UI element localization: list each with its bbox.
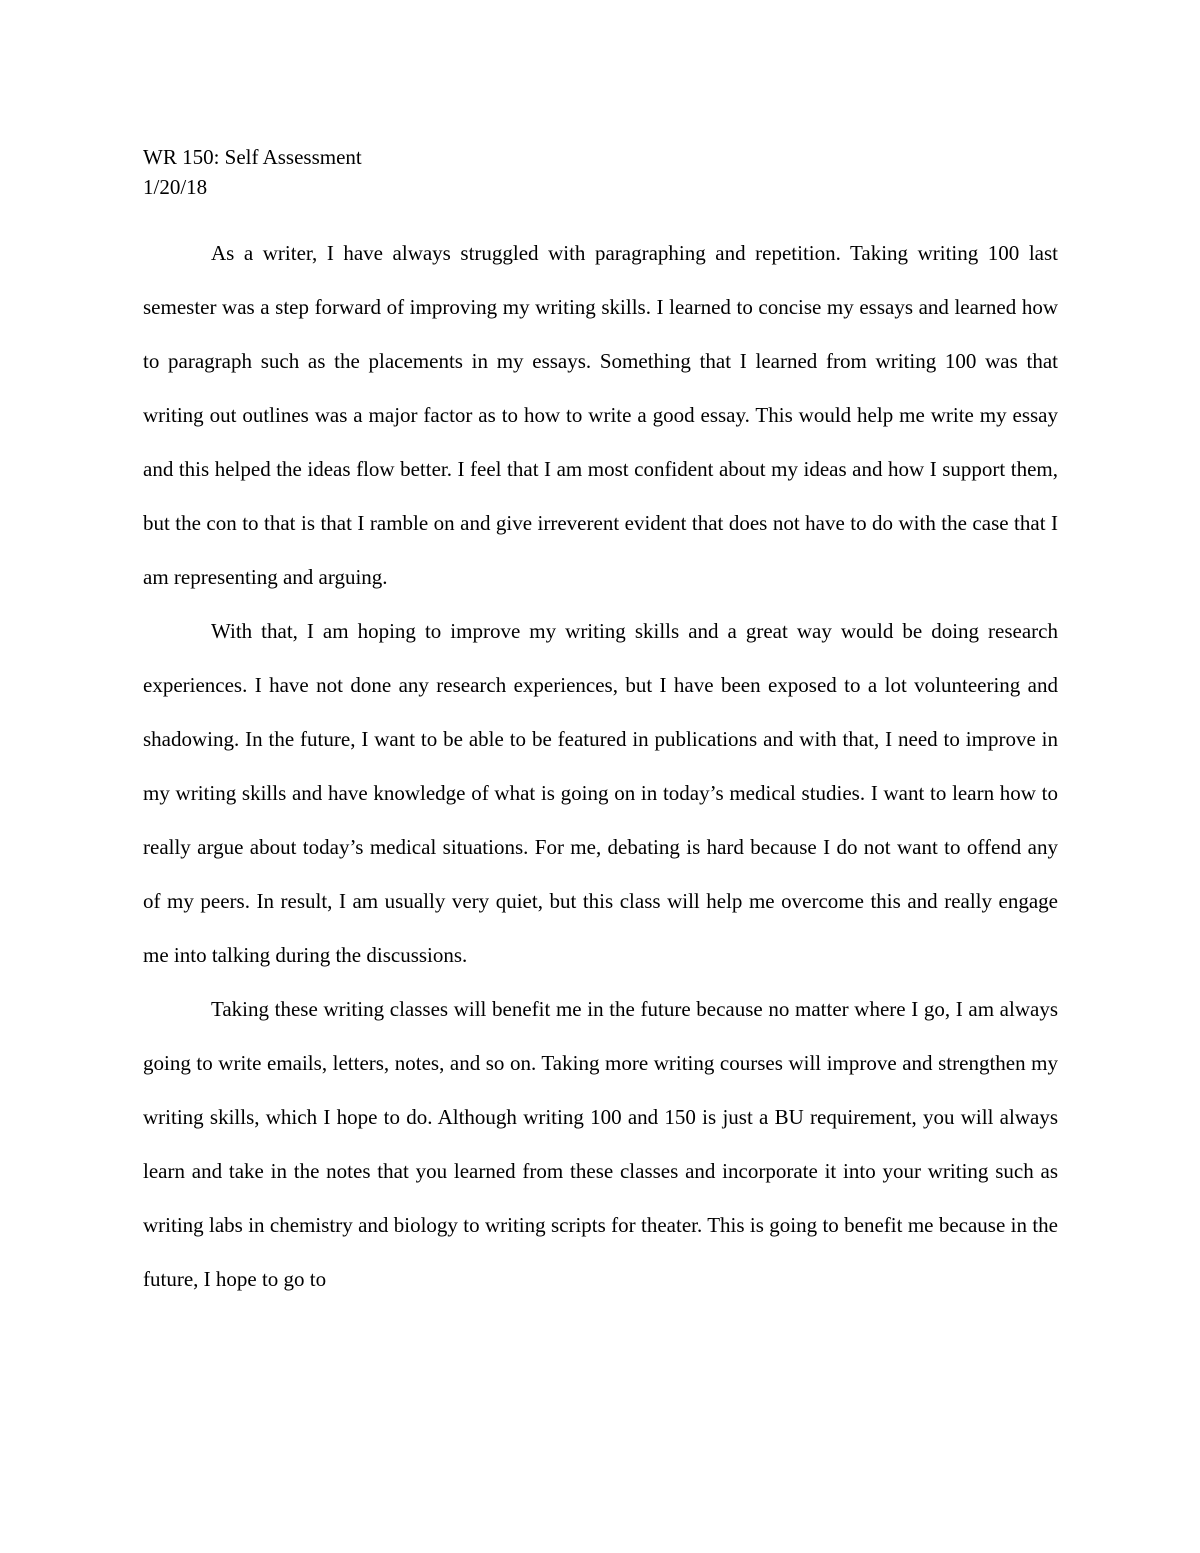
paragraph-1: As a writer, I have always struggled with paragraphing and repetition. Taking writing 100 last semester was a step forward of improving my writing skills. I learned to concise my essays and learned how to paragraph such as the placements in my essays. Something that I learned from writing 100 was that writing out outlines was a major factor as to how to write a good essay. This would help me write my essay and this helped the ideas flow better. I feel that I am most confident about my ideas and how I support them, but the con to that is that I ramble on and give irreverent evident that does not have to do with the case that I am representing and arguing.: [143, 241, 1058, 589]
document-date: 1/20/18: [143, 175, 208, 199]
course-title: WR 150: Self Assessment: [143, 145, 362, 169]
paragraph-3: Taking these writing classes will benefit me in the future because no matter where I go, I am always going to write emails, letters, notes, and so on. Taking more writing courses will improve and strengthen my writing skills, which I hope to do. Although writing 100 and 150 is just a BU requirement, you will always learn and take in the notes that you learned from these classes and incorporate it into your writing such as writing labs in chemistry and biology to writing scripts for theater. This is going to benefit me because in the future, I hope to go to: [143, 997, 1058, 1291]
essay-body: [143, 226, 1058, 1306]
document-content: [143, 142, 1058, 1306]
paragraph-2: With that, I am hoping to improve my writing skills and a great way would be doing research experiences. I have not done any research experiences, but I have been exposed to a lot volunteering and shadowing. In the future, I want to be able to be featured in publications and with that, I need to improve in my writing skills and have knowledge of what is going on in today’s medical studies. I want to learn how to really argue about today’s medical situations. For me, debating is hard because I do not want to offend any of my peers. In result, I am usually very quiet, but this class will help me overcome this and really engage me into talking during the discussions.: [143, 619, 1058, 967]
